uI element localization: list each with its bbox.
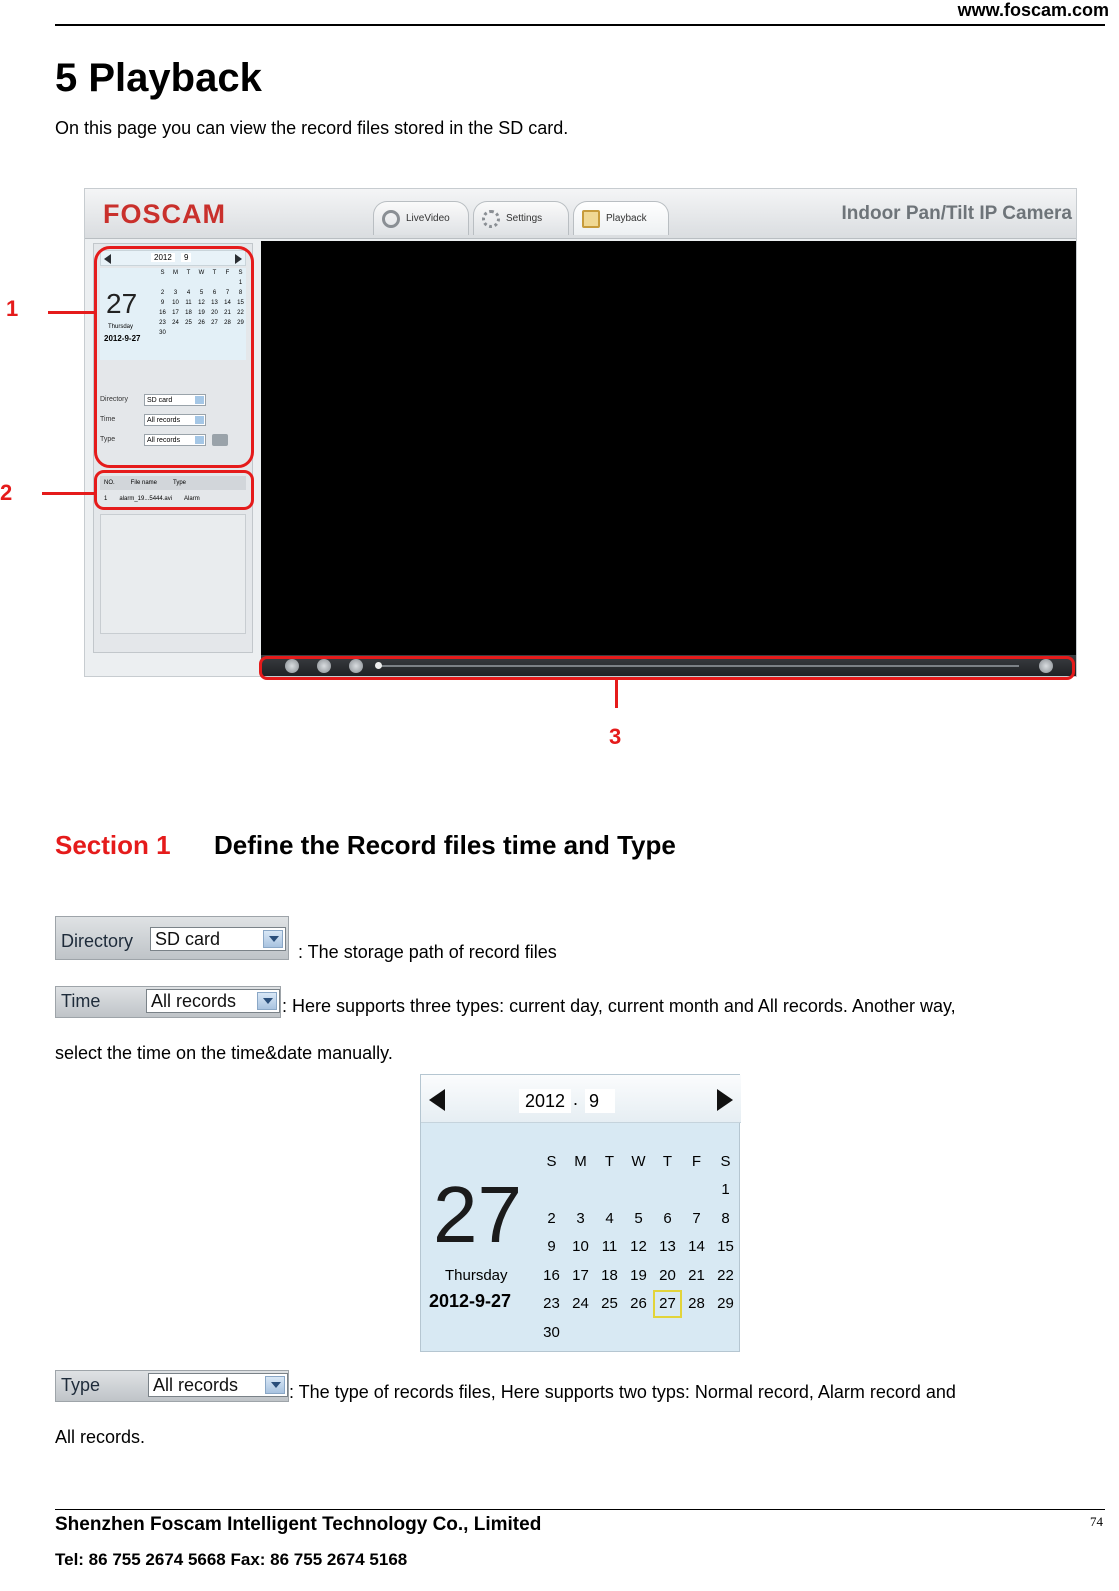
- calendar-day[interactable]: 19: [630, 1266, 647, 1284]
- calendar-day[interactable]: 29: [717, 1295, 734, 1313]
- mini-calendar-day[interactable]: 17: [172, 310, 179, 316]
- calendar-day[interactable]: 15: [717, 1238, 734, 1256]
- weekday-header: W: [631, 1152, 646, 1170]
- col-type: Type: [173, 480, 187, 486]
- chevron-down-icon: [265, 1376, 285, 1394]
- mini-calendar-day[interactable]: 21: [224, 310, 231, 316]
- header-rule: [55, 24, 1105, 26]
- weekday-header: T: [212, 270, 217, 276]
- callout-number-3: 3: [609, 724, 622, 749]
- directory-widget-image: [55, 916, 289, 960]
- mini-calendar-day[interactable]: 14: [224, 300, 231, 306]
- mini-calendar-day[interactable]: 18: [185, 310, 192, 316]
- tab-livevideo[interactable]: [373, 201, 469, 235]
- weekday-header: S: [238, 270, 243, 276]
- calendar-day[interactable]: 24: [572, 1295, 589, 1313]
- calendar-day[interactable]: 27: [653, 1290, 682, 1319]
- directory-widget-value: SD card: [155, 929, 221, 949]
- calendar-day[interactable]: 2: [547, 1209, 556, 1227]
- callout-number-2: 2: [0, 480, 13, 505]
- chapter-intro: On this page you can view the record files stored in the SD card.: [55, 118, 569, 138]
- chapter-title: 5 Playback: [55, 56, 262, 100]
- col-file-name: File name: [130, 480, 158, 486]
- calendar-day[interactable]: 20: [659, 1266, 676, 1284]
- mini-calendar-day[interactable]: 12: [198, 300, 205, 306]
- col-no: NO.: [104, 480, 115, 486]
- calendar-day[interactable]: 18: [601, 1266, 618, 1284]
- time-widget-value: All records: [151, 991, 237, 1011]
- mini-calendar-day[interactable]: 5: [199, 290, 204, 296]
- weekday-header: M: [173, 270, 178, 276]
- calendar-day[interactable]: 17: [572, 1266, 589, 1284]
- weekday-header: S: [720, 1152, 731, 1170]
- calendar-full-date: 2012-9-27: [429, 1291, 512, 1311]
- time-select[interactable]: All records: [144, 414, 206, 426]
- weekday-header: F: [225, 270, 230, 276]
- weekday-header: T: [662, 1152, 673, 1170]
- tab-label: LiveVideo: [406, 213, 450, 224]
- video-area: [261, 241, 1077, 655]
- calendar-icon: [582, 210, 600, 228]
- chevron-down-icon: [257, 992, 277, 1010]
- callout-ring-3: [259, 656, 1075, 680]
- tab-settings[interactable]: [473, 201, 569, 235]
- tab-playback[interactable]: [573, 201, 669, 235]
- tab-label: Settings: [506, 213, 543, 224]
- prev-month-icon: [429, 1089, 445, 1111]
- weekday-header: W: [198, 270, 205, 276]
- calendar-day[interactable]: 14: [688, 1238, 705, 1256]
- calendar-day[interactable]: 22: [717, 1266, 734, 1284]
- calendar-big-day: 27: [433, 1170, 522, 1259]
- mini-calendar-day[interactable]: 6: [212, 290, 217, 296]
- calendar-empty-cell: [566, 1176, 595, 1205]
- page-number: 74: [1090, 1514, 1103, 1529]
- calendar-empty-cell: [653, 1176, 682, 1205]
- footer-contact: Tel: 86 755 2674 5668 Fax: 86 755 2674 5168: [55, 1550, 408, 1569]
- time-description-cont: select the time on the time&date manually.: [55, 1043, 393, 1063]
- mini-calendar-day[interactable]: 24: [172, 320, 179, 326]
- mini-calendar-day[interactable]: 22: [237, 310, 244, 316]
- calendar-day[interactable]: 4: [605, 1209, 614, 1227]
- mini-calendar-day[interactable]: 9: [160, 300, 165, 306]
- site-url[interactable]: www.foscam.com: [957, 0, 1109, 20]
- type-widget-select: [148, 1373, 288, 1397]
- directory-select[interactable]: SD card: [144, 394, 206, 406]
- calendar-day[interactable]: 3: [576, 1209, 585, 1227]
- calendar-day[interactable]: 9: [547, 1238, 556, 1256]
- calendar-year: 2012: [519, 1089, 571, 1113]
- directory-widget-label: Directory: [61, 931, 134, 951]
- calendar-empty-cell: [595, 1176, 624, 1205]
- app-header: [85, 189, 1077, 239]
- directory-description: : The storage path of record files: [298, 942, 557, 962]
- callout-line-3: [615, 680, 618, 708]
- calendar-day[interactable]: 28: [688, 1295, 705, 1313]
- next-month-icon: [717, 1089, 733, 1111]
- mini-year[interactable]: 2012: [151, 253, 175, 262]
- calendar-month: 9: [585, 1089, 615, 1113]
- row-type: Alarm: [184, 496, 200, 502]
- weekday-header: T: [604, 1152, 615, 1170]
- mini-calendar-day[interactable]: 8: [238, 290, 243, 296]
- time-label: Time: [100, 416, 116, 423]
- type-description-cont: All records.: [55, 1427, 146, 1447]
- mini-full-date: 2012-9-27: [104, 334, 141, 343]
- calendar-day[interactable]: 8: [721, 1209, 730, 1227]
- mini-calendar-day[interactable]: 27: [211, 320, 218, 326]
- type-select[interactable]: All records: [144, 434, 206, 446]
- calendar-day[interactable]: 16: [543, 1266, 560, 1284]
- mini-calendar-day[interactable]: 25: [185, 320, 192, 326]
- calendar-day[interactable]: 26: [630, 1295, 647, 1313]
- mini-big-day: 27: [106, 288, 138, 319]
- type-widget-image: [55, 1370, 289, 1402]
- mini-calendar-day[interactable]: 23: [159, 320, 166, 326]
- calendar-weekday: Thursday: [445, 1267, 508, 1284]
- mini-calendar-day[interactable]: 19: [198, 310, 205, 316]
- weekday-header: F: [691, 1152, 702, 1170]
- callout-line-1: [48, 311, 96, 314]
- calendar-day[interactable]: 21: [688, 1266, 705, 1284]
- calendar-day[interactable]: 10: [572, 1238, 589, 1256]
- section-lead: Section 1: [55, 830, 171, 860]
- calendar-day[interactable]: 11: [601, 1238, 618, 1256]
- foscam-logo: FOSCAM: [103, 199, 226, 229]
- chevron-down-icon: [263, 930, 283, 948]
- mini-calendar-day[interactable]: 16: [159, 310, 166, 316]
- footer-rule: [55, 1509, 1105, 1510]
- section-title: Define the Record files time and Type: [214, 830, 676, 860]
- mini-weekday: Thursday: [108, 324, 134, 330]
- calendar-separator: .: [573, 1089, 579, 1109]
- mini-month[interactable]: 9: [181, 253, 191, 262]
- weekday-header: S: [546, 1152, 557, 1170]
- directory-label: Directory: [100, 396, 129, 403]
- weekday-header: T: [186, 270, 191, 276]
- weekday-header: S: [160, 270, 165, 276]
- mini-calendar-day[interactable]: 13: [211, 300, 218, 306]
- mini-calendar-day[interactable]: 1: [238, 280, 243, 286]
- row-file: alarm_19...5444.avi: [119, 496, 173, 502]
- camera-icon: [382, 210, 400, 228]
- callout-line-2: [42, 492, 96, 495]
- type-description: : The type of records files, Here supports two typs: Normal record, Alarm record and: [289, 1382, 956, 1402]
- calendar-empty-cell: [682, 1176, 711, 1205]
- calendar-day[interactable]: 5: [634, 1209, 643, 1227]
- type-label: Type: [100, 436, 116, 443]
- time-description: : Here supports three types: current day, current month and All records. Another way,: [282, 996, 956, 1016]
- callout-ring-1: [94, 246, 254, 468]
- time-widget-label: Time: [61, 991, 101, 1011]
- calendar-day[interactable]: 12: [630, 1238, 647, 1256]
- mini-calendar-day[interactable]: 15: [237, 300, 244, 306]
- mini-calendar-day[interactable]: 3: [173, 290, 178, 296]
- mini-calendar-day[interactable]: 30: [159, 330, 166, 336]
- mini-calendar-day[interactable]: 11: [185, 300, 192, 306]
- calendar-day[interactable]: 30: [543, 1323, 560, 1341]
- calendar-day[interactable]: 1: [721, 1181, 730, 1199]
- calendar-day[interactable]: 7: [692, 1209, 701, 1227]
- calendar-day[interactable]: 6: [663, 1209, 672, 1227]
- mini-calendar-day[interactable]: 26: [198, 320, 205, 326]
- calendar-day[interactable]: 13: [659, 1238, 676, 1256]
- calendar-image: [420, 1074, 740, 1352]
- mini-calendar-day[interactable]: 4: [186, 290, 191, 296]
- time-widget-select: [146, 989, 280, 1013]
- type-widget-label: Type: [61, 1375, 101, 1395]
- mini-calendar-day[interactable]: 20: [211, 310, 218, 316]
- weekday-header: M: [574, 1152, 587, 1170]
- calendar-day[interactable]: 23: [543, 1295, 560, 1313]
- mini-calendar-day[interactable]: 7: [225, 290, 230, 296]
- time-widget-image: [55, 986, 281, 1018]
- tab-label: Playback: [606, 213, 647, 224]
- camera-title: Indoor Pan/Tilt IP Camera: [841, 203, 1072, 224]
- calendar-empty-cell: [624, 1176, 653, 1205]
- calendar-day[interactable]: 25: [601, 1295, 618, 1313]
- file-list-area: [100, 514, 246, 634]
- callout-number-1: 1: [6, 296, 19, 321]
- gear-icon: [482, 210, 500, 228]
- row-no: 1: [104, 496, 108, 502]
- mini-calendar-day[interactable]: 28: [224, 320, 231, 326]
- mini-calendar-day[interactable]: 2: [160, 290, 165, 296]
- mini-calendar-day[interactable]: 29: [237, 320, 244, 326]
- calendar-empty-cell: [537, 1176, 566, 1205]
- mini-calendar-day[interactable]: 10: [172, 300, 179, 306]
- calendar-grid: [537, 1147, 740, 1347]
- callout-ring-2: [94, 470, 254, 510]
- calendar-header: [421, 1075, 741, 1123]
- directory-widget-select: [150, 927, 286, 951]
- footer-company: Shenzhen Foscam Intelligent Technology Co., Limited: [55, 1514, 542, 1535]
- type-widget-value: All records: [153, 1375, 239, 1395]
